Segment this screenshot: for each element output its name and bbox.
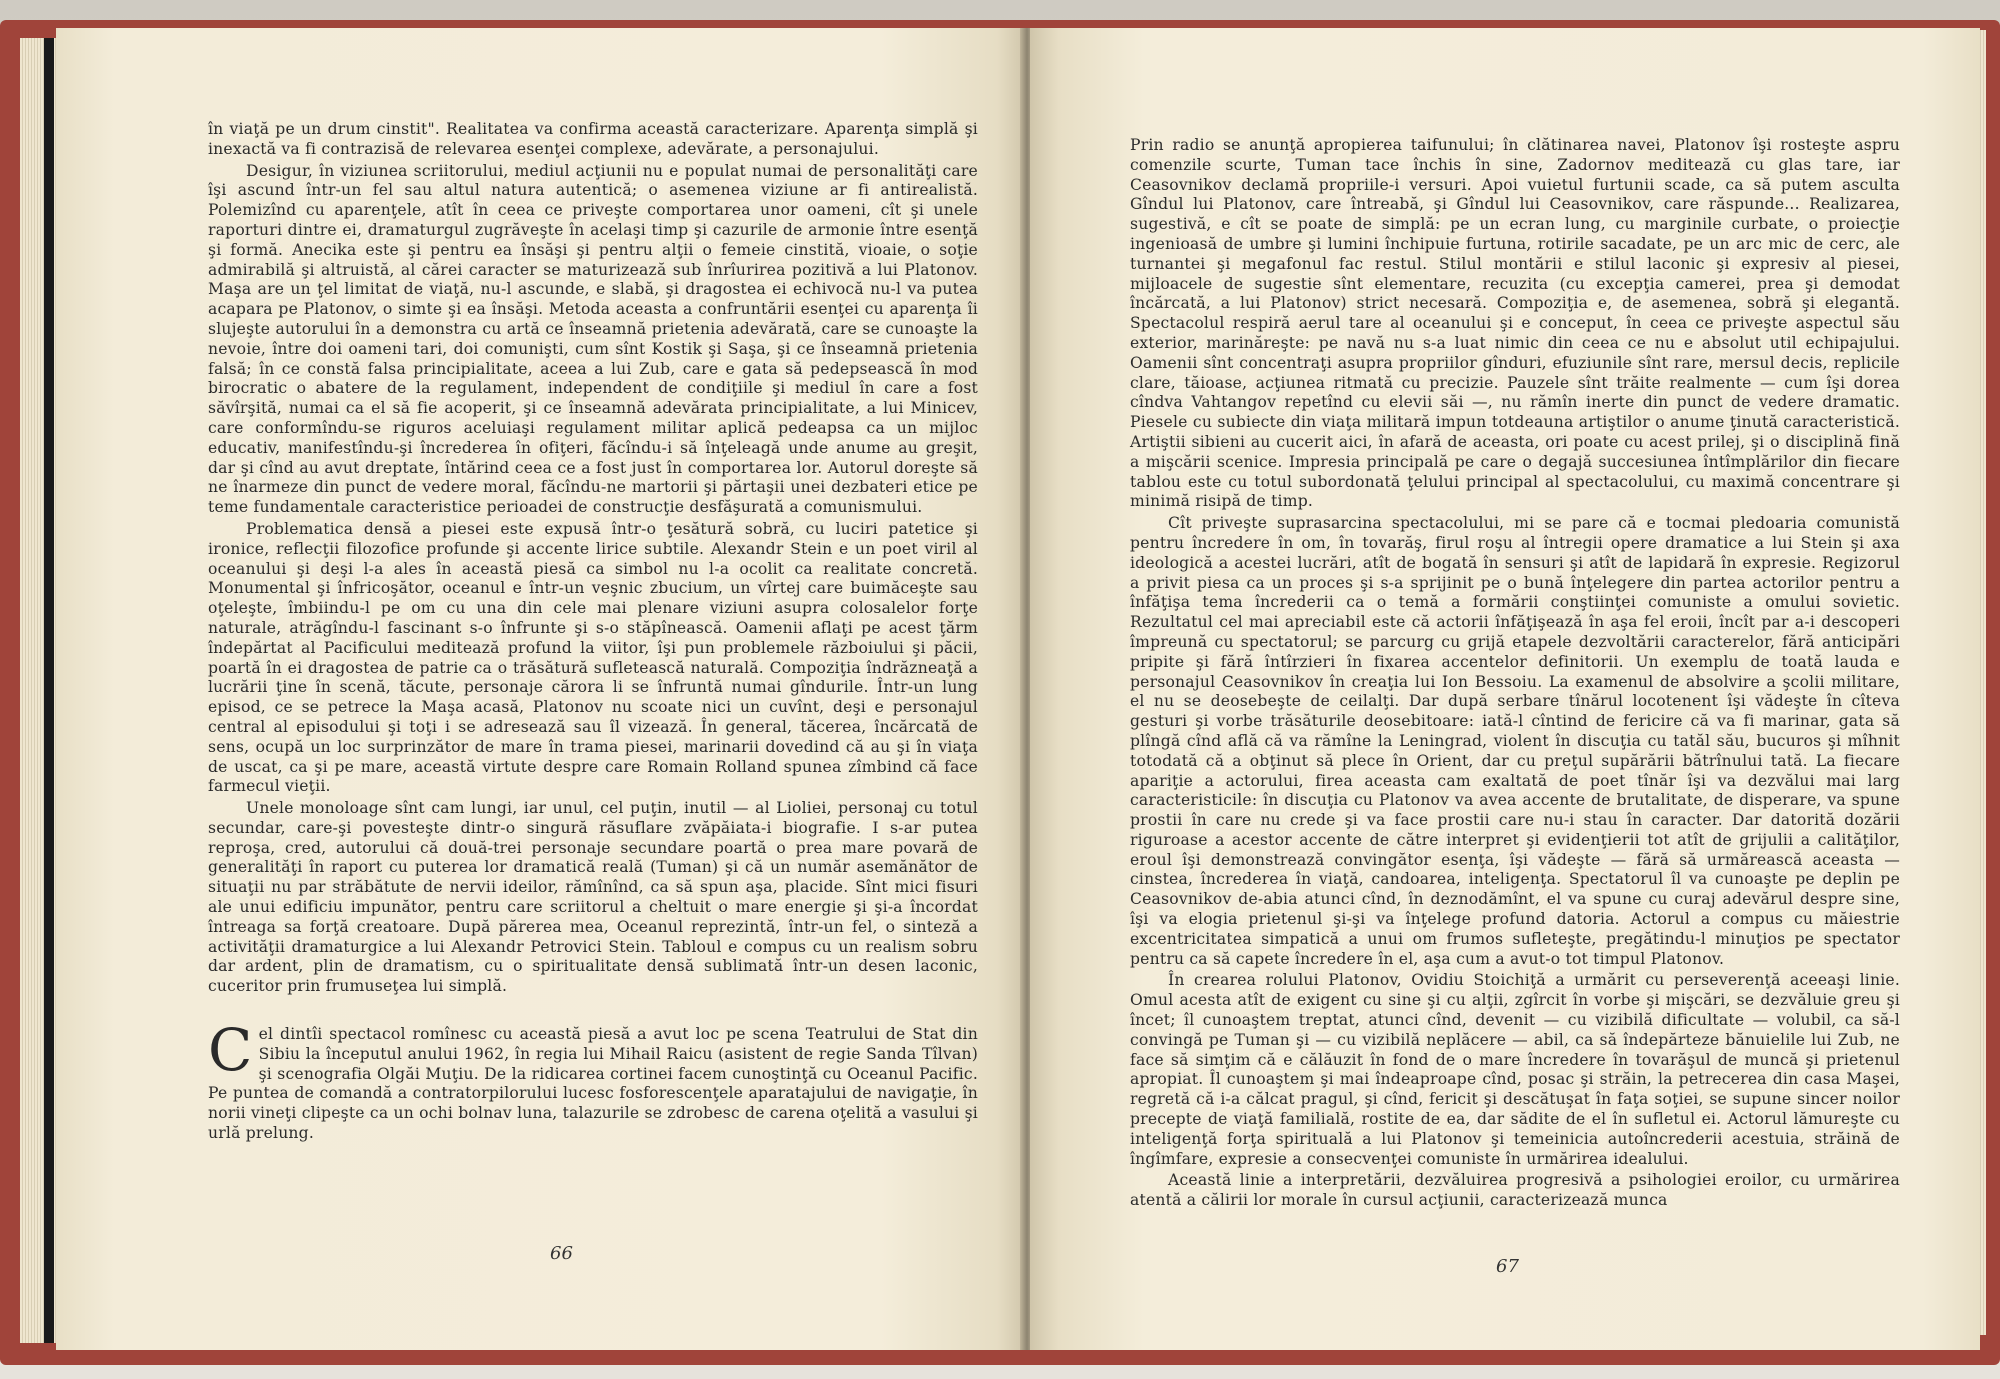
paragraph: Prin radio se anunţă apropierea taifunului; în clătinarea navei, Platonov îşi rosteşte aspru comenzile scurte, Tuman tace închis în sine, Zadornov meditează cu glas tare, iar Ceasovnikov declamă propriile-i versuri. Apoi vuietul furtunii scade, ca să putem asculta Gîndul lui Platonov, care întreabă, şi Gîndul lui Ceasovnikov, care răspunde... Realizarea, sugestivă, e cît se poate de simplă: pe un ecran lung, cu marginile curbate, o proiecţie ingenioasă de umbre şi lumini închipuie furtuna, rotirile sacadate, pe un arc mic de cerc, ale turnantei şi megafonul fac restul. Stilul montării e stilul laconic şi expresiv al piesei, mijloacele de sugestie sînt elementare, recuzita (cu excepţia camerei, prea şi demodat încărcată, a lui Platonov) strict necesară. Compoziţia e, de asemenea, sobră şi elegantă. Spectacolul respiră aerul tare al oceanului şi e conceput, în ceea ce priveşte aspectul său exterior, marinăreşte: pe navă nu s-a luat nimic din ceea ce nu e absolut util echipajului. Oamenii sînt concentraţi asupra propriilor gînduri, efuziunile sînt rare, mersul decis, replicile clare, tăioase, acţiunea ritmată cu precizie. Pauzele sînt trăite realmente — cum îşi dorea cîndva Vahtangov repetînd cu elevii săi —, nu rămîn inerte din punct de vedere dramatic. Piesele cu subiecte din viaţa militară impun totdeauna artiştilor o anume ţinută caracteristică. Artiştii sibieni au cucerit aici, în afară de aceasta, ori poate cu acest prilej, şi o disciplină fină a mişcării scenice. Impresia principală pe care o degajă succesiunea întîmplărilor din fiecare tablou este cu totul subordonată ţelului principal al spectacolului, cu maximă concentrare şi minimă risipă de timp. [1130,136,1900,511]
paragraph: Cît priveşte suprasarcina spectacolului, mi se pare că e tocmai pledoaria comunistă pentru încredere în om, în tovarăş, firul roşu al întregii opere dramatice a lui Stein şi axa ideologică a acestei lucrări, atît de bogată în sensuri şi atît de lapidară în expresie. Regizorul a privit piesa ca un proces şi s-a sprijinit pe o bună înţelegere din partea actorilor pentru a înfăţişa tema încrederii ca o temă a formării conştiinţei comuniste a omului sovietic. Rezultatul cel mai apreciabil este că actorii înfăţişează în aşa fel eroii, încît par a-i descoperi împreună cu spectatorul; se parcurg cu grijă etapele dezvoltării caracterelor, fără anticipări pripite şi fără întîrzieri în fixarea accentelor definitorii. Un exemplu de toată lauda e personajul Ceasovnikov în creaţia lui Ion Bessoiu. La examenul de absolvire a şcolii militare, el nu se deosebeşte de ceilalţi. Dar după serbare tînărul locotenent îşi vădeşte în cîteva gesturi şi vorbe trăsăturile deosebitoare: iată-l cîntind de fericire că va fi marinar, gata să plîngă cînd află că va rămîne la Leningrad, violent în discuţia cu tatăl său, bucuros şi mîhnit totodată că a obţinut să plece în Orient, dar cu preţul supărării bătrînului tată. La fiecare apariţie a actorului, firea aceasta cam exaltată de poet tînăr îşi va dezvălui mai larg caracteristicile: în discuţia cu Platonov va avea accente de brutalitate, de disperare, va spune prostii în care nu crede şi va face prostii care nu-i stau în caracter. Dar datorită dozării riguroase a acestor accente de către interpret şi evidenţierii tot atît de grijulii a calităţilor, eroul îşi demonstrează convingător esenţa, îşi vădeşte — fără să urmărească aceasta — cinstea, încrederea în viaţă, candoarea, inteligenţa. Spectatorul îl va cunoaşte pe deplin pe Ceasovnikov de-abia atunci cînd, în deznodămînt, el va spune cu curaj adevărul despre sine, îşi va elogia prietenul şi-şi va înţelege profund datoria. Actorul a compus cu măiestrie excentricitatea simpatică a unui om frumos sufleteşte, pregătindu-l minuţios pe spectator pentru ca să capete încredere în el, aşa cum a avut-o tot timpul Platonov. [1130,514,1900,968]
paragraph: În crearea rolului Platonov, Ovidiu Stoichiţă a urmărit cu perseverenţă aceeaşi linie. Omul acesta atît de exigent cu sine şi cu alţii, zgîrcit în vorbe şi mişcări, se dezvăluie greu şi încet; îl cunoaştem treptat, atunci cînd, devenit — cu vizibilă dificultate — volubil, ca să-l convingă pe Tuman şi — cu vizibilă neplăcere — abil, ca să îndepărteze bănuielile lui Zub, ne face să simţim că e călăuzit în fond de o mare încredere în tovarăşul de muncă şi prietenul apropiat. Îl cunoaştem şi mai îndeaproape cînd, posac şi străin, la petrecerea din casa Maşei, regretă că i-a călcat pragul, şi cînd, fericit şi descătuşat în faţa soţiei, se supune sincer noilor precepte de viaţă familială, rostite de ea, dar sădite de el în sufletul ei. Actorul lămureşte cu inteligenţă forţa spirituală a lui Platonov şi temeinicia autoîncrederii acestuia, străină de îngîmfare, expresie a consecvenţei comuniste în urmărirea idealului. [1130,971,1900,1168]
right-page-text [1130,136,1900,1213]
page-edges-left [20,38,60,1343]
page-number: 67 [1496,1256,1519,1277]
dropcap-letter: C [208,1016,253,1085]
paragraph: Problematica densă a piesei este expusă într-o ţesătură sobră, cu luciri patetice şi ironice, reflecţii filozofice profunde şi accente lirice subtile. Alexandr Stein e un poet viril al oceanului şi deşi l-a ales în această piesă ca simbol nu l-a ocolit ca realitate concretă. Monumental şi înfricoşător, oceanul e într-un veşnic zbucium, un vîrtej care buimăceşte sau oţeleşte, îmbiindu-l pe om cu una din cele mai plenare viziuni asupra colosalelor forţe naturale, atrăgîndu-l fascinant s-o înfrunte şi s-o stăpînească. Oamenii aflaţi pe acest ţărm îndepărtat al Pacificului meditează profund la viitor, îşi pun problemele războiului şi păcii, poartă în ei dragostea de patrie ca o trăsătură sufletească naturală. Compoziţia îndrăzneaţă a lucrării ţine în scenă, tăcute, personaje cărora li se înfruntă numai gîndurile. Într-un lung episod, ce se petrece la Maşa acasă, Platonov nu scoate nici un cuvînt, deşi e personajul central al episodului şi toţi i se adresează sau îl vizează. În general, tăcerea, încărcată de sens, ocupă un loc surprinzător de mare în trama piesei, marinarii dovedind că au şi în viaţa de uscat, ca şi pe mare, această virtute despre care Romain Rolland spunea zîmbind că face farmecul vieţii. [208,519,978,796]
left-page-text [208,120,978,1146]
paragraph: Această linie a interpretării, dezvăluirea progresivă a psihologiei eroilor, cu urmărirea atentă a călirii lor morale în cursul acţiunii, caracterizează munca [1130,1171,1900,1210]
left-page [56,28,1026,1350]
page-number: 66 [550,1243,573,1264]
dropcap-paragraph [208,1016,978,1144]
paragraph: în viaţă pe un drum cinstit". Realitatea va confirma această caracterizare. Aparenţa simplă şi inexactă va fi contrazisă de relevarea esenţei complexe, adevărate, a personajului. [208,120,978,158]
dropcap-paragraph-text: el dintîi spectacol romînesc cu această piesă a avut loc pe scena Teatrului de Stat din Sibiu la începutul anului 1962, în regia lui Mihail Raicu (asistent de regie Sanda Tîlvan) şi scenografia Olgăi Muţiu. De la ridicarea cortinei facem cunoştinţă cu Oceanul Pacific. Pe puntea de comandă a contratorpilorului lucesc fosforescenţele aparatajului de navigaţie, în norii vineţi clipeşte ca un ochi bolnav luna, talazurile se zdrobesc de carena oţelită a vasului şi urlă prelung. [208,1025,978,1143]
right-page [1030,28,1980,1350]
paragraph: Desigur, în viziunea scriitorului, mediul acţiunii nu e populat numai de personalităţi care îşi ascund într-un fel sau altul natura autentică; o asemenea viziune ar fi antirealistă. Polemizînd cu aparenţele, atît în ceea ce priveşte comportarea unor oameni, cît şi unele raporturi dintre ei, dramaturgul zugrăveşte în acelaşi timp şi cazurile de armonie între esenţă şi formă. Anecika este şi pentru ea însăşi şi pentru alţii o femeie cinstită, vioaie, o soţie admirabilă şi altruistă, al cărei caracter se maturizează sub înrîurirea pozitivă a lui Platonov. Maşa are un ţel limitat de viaţă, nu-l ascunde, e slabă, şi dragostea ei echivocă nu-l va putea acapara pe Platonov, o simte şi ea însăşi. Metoda aceasta a confruntării esenţei cu aparenţa îi slujeşte autorului în a demonstra cu artă ce înseamnă prietenia adevărată, care se cunoaşte la nevoie, între doi oameni tari, doi comunişti, cum sînt Kostik şi Saşa, şi ce înseamnă prietenia falsă; în ce constă falsa principialitate, aceea a lui Zub, care e gata să pedepsească în mod birocratic o abatere de la regulament, independent de condiţiile şi mediul în care a fost săvîrşită, numai ca el să fie acoperit, şi ce înseamnă adevărata principialitate, a lui Minicev, care conformîndu-se riguros aceluiaşi regulament militar aplică pedeapsa ca un mijloc educativ, manifestîndu-şi încrederea în ofiţeri, făcîndu-i să înţeleagă unde anume au greşit, dar şi cînd au avut dreptate, întărind ceea ce a fost just în comportarea lor. Autorul doreşte să ne înarmeze din punct de vedere moral, făcîndu-ne martorii şi părtaşii unei dezbateri etice pe teme fundamentale caracteristice perioadei de construcţie desfăşurată a comunismului. [208,161,978,517]
book-spine [44,38,54,1343]
paragraph: Unele monoloage sînt cam lungi, iar unul, cel puţin, inutil — al Lioliei, personaj cu totul secundar, care-şi povesteşte dintr-o singură răsuflare zvăpăiata-i biografie. I s-ar putea reproşa, cred, autorului că două-trei personaje secundare poartă o prea mare povară de generalităţi în raport cu puterea lor dramatică reală (Tuman) şi că un număr asemănător de situaţii nu par străbătute de nervii ideilor, rămînînd, ca să spun aşa, placide. Sînt mici fisuri ale unui edificiu impunător, pentru care scriitorul a cheltuit o mare energie şi şi-a încordat întreaga sa forţă creatoare. După părerea mea, Oceanul reprezintă, într-un fel, o sinteză a activităţii dramaturgice a lui Alexandr Petrovici Stein. Tabloul e compus cu un realism sobru dar ardent, plin de dramatism, cu o spiritualitate densă sublimată într-un desen laconic, cuceritor prin frumuseţea lui simplă. [208,799,978,996]
